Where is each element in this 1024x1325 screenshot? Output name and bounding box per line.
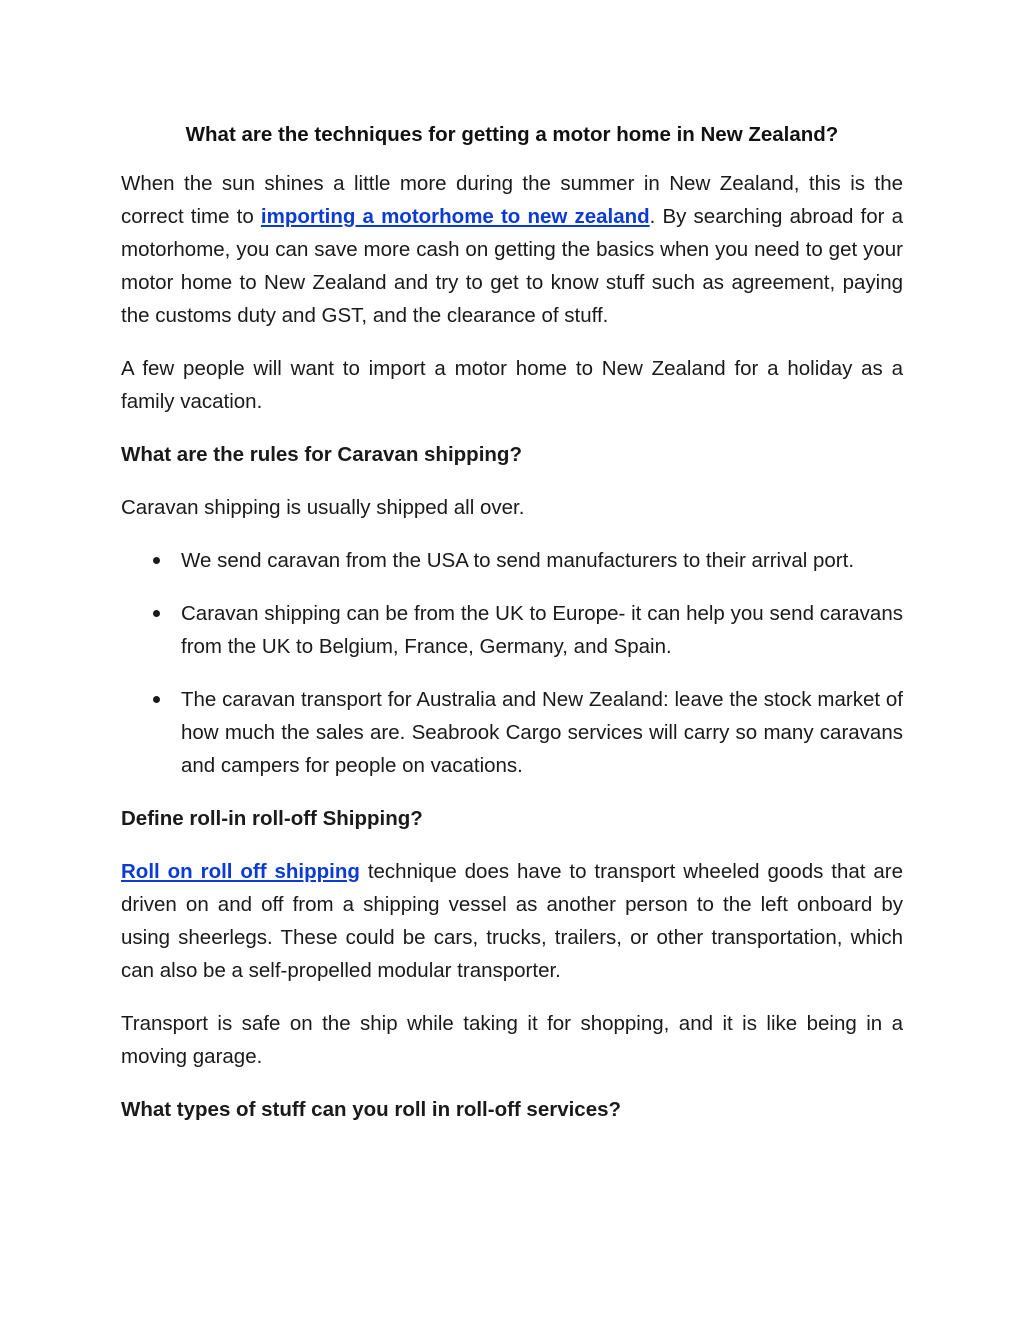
list-item — [121, 683, 903, 782]
bullet-icon — [153, 557, 160, 564]
holiday-paragraph: A few people will want to import a motor home to New Zealand for a holiday as a family vacation. — [121, 357, 903, 413]
intro-text-before-link: When the sun shines a little more during the summer in New Zealand, this is the correct time to — [121, 172, 903, 228]
list-item — [121, 544, 903, 577]
transport-safe-paragraph: Transport is safe on the ship while taking it for shopping, and it is like being in a moving garage. — [121, 1012, 903, 1068]
roro-text-after-link: technique does have to transport wheeled goods that are driven on and off from a shipping vessel as another person to the left onboard by using sheerlegs. These could be cars, trucks, trailers, or other transportation, which can also be a self-propelled modular transporter. — [121, 860, 903, 982]
document-title: What are the techniques for getting a motor home in New Zealand? — [185, 123, 839, 146]
document-page — [121, 120, 903, 1146]
bullet-icon — [153, 610, 160, 617]
caravan-shipping-paragraph: Caravan shipping is usually shipped all over. — [121, 496, 525, 519]
intro-text-after-link: . By searching abroad for a motorhome, you can save more cash on getting the basics when you need to get your motor home to New Zealand and try to get to know stuff such as agreement, paying the customs duty and GST, and the clearance of stuff. — [121, 205, 904, 327]
roro-heading: Define roll-in roll-off Shipping? — [121, 807, 423, 830]
intro-paragraph — [121, 167, 903, 332]
caravan-rules-heading: What are the rules for Caravan shipping? — [121, 443, 522, 466]
caravan-bullet-list — [121, 544, 903, 782]
roll-on-roll-off-link[interactable]: Roll on roll off shipping — [121, 860, 360, 883]
bullet-icon — [153, 696, 160, 703]
list-item-text: Caravan shipping can be from the UK to Europe- it can help you send caravans from the UK to Belgium, France, Germany, and Spain. — [181, 602, 903, 658]
roro-types-heading: What types of stuff can you roll in roll-off services? — [121, 1098, 622, 1121]
list-item-text: We send caravan from the USA to send manufacturers to their arrival port. — [181, 549, 855, 572]
list-item-text: The caravan transport for Australia and New Zealand: leave the stock market of how much the sales are. Seabrook Cargo services will carry so many caravans and campers for people on vacations. — [181, 688, 903, 777]
importing-motorhome-link[interactable]: importing a motorhome to new zealand — [260, 205, 650, 228]
list-item — [121, 597, 903, 663]
roro-paragraph — [121, 855, 903, 987]
